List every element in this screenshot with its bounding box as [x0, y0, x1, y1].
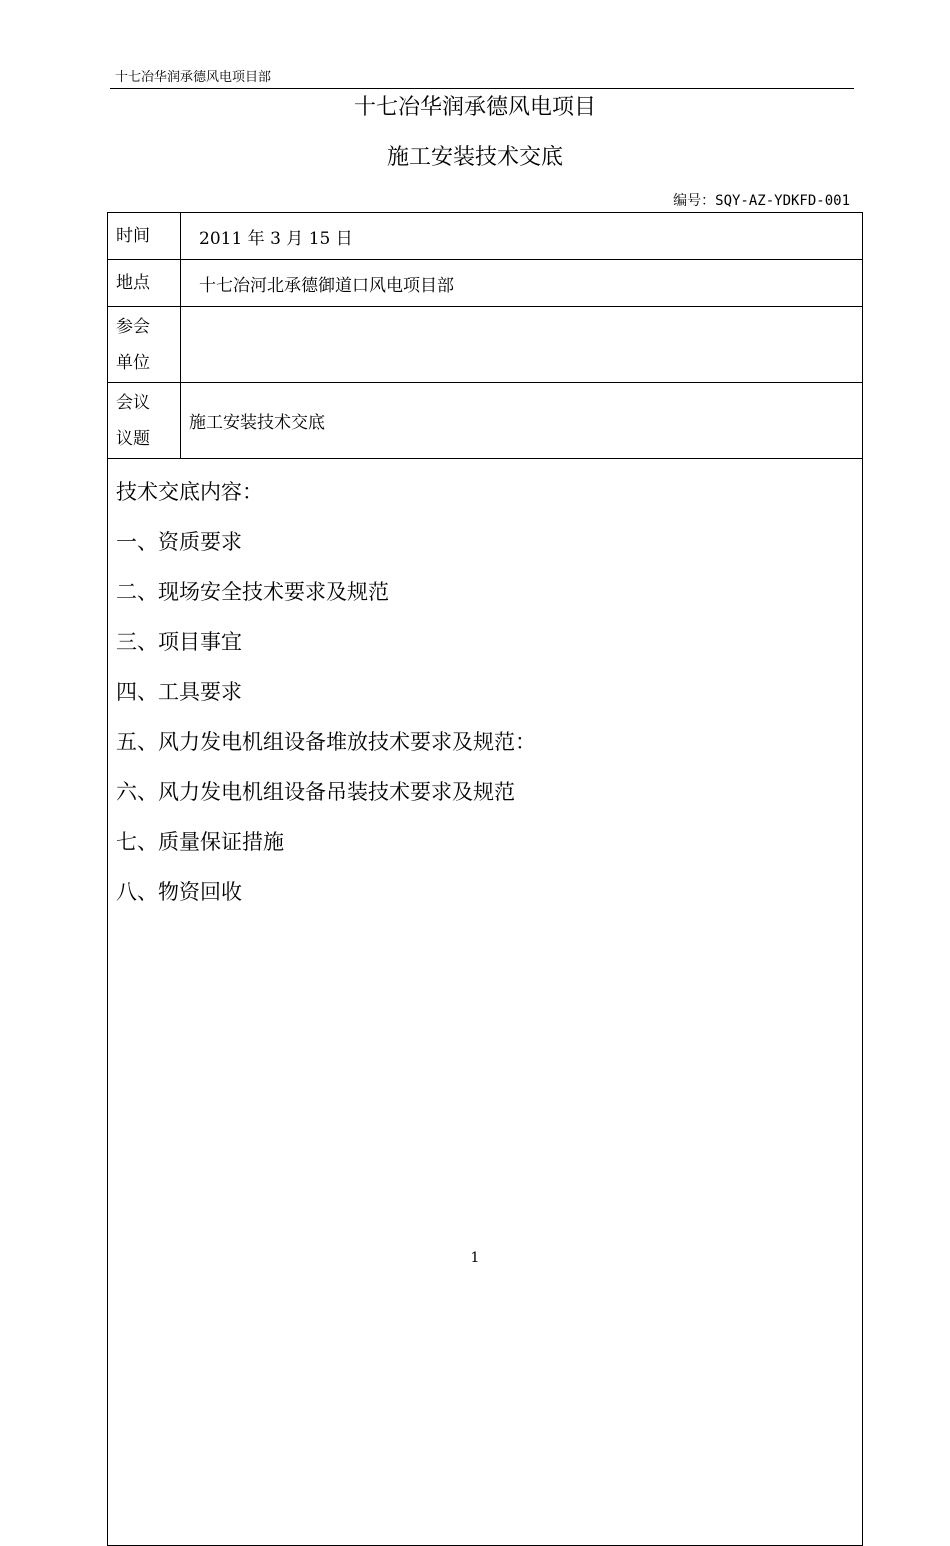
document-number-value: SQY-AZ-YDKFD-001: [715, 193, 850, 209]
list-item: 八、物资回收: [116, 880, 242, 904]
time-label: 时间: [116, 226, 150, 246]
location-label-cell: [108, 260, 181, 307]
content-heading: 技术交底内容：: [116, 480, 263, 504]
topic-label-cell: [108, 383, 181, 459]
header-rule: [110, 88, 854, 89]
content-cell: [108, 459, 863, 1546]
table-row-topic: [108, 383, 863, 459]
time-label-cell: [108, 213, 181, 260]
document-subtitle: 施工安装技术交底: [386, 145, 563, 170]
disclosure-table: [107, 212, 863, 1546]
list-item: 二、现场安全技术要求及规范: [116, 580, 389, 604]
list-item: 五、风力发电机组设备堆放技术要求及规范：: [116, 730, 536, 754]
topic-label-line2: 议题: [116, 428, 150, 449]
running-header: 十七冶华润承德风电项目部: [115, 70, 272, 85]
units-label-line2: 单位: [116, 352, 150, 373]
table-row-content: [108, 459, 863, 1546]
topic-label-line1: 会议: [116, 392, 150, 413]
table-row-location: [108, 260, 863, 307]
list-item: 一、资质要求: [116, 530, 242, 554]
table-row-time: [108, 213, 863, 260]
units-label-line1: 参会: [116, 316, 150, 337]
location-value: 十七冶河北承德御道口风电项目部: [181, 260, 863, 307]
units-value: [181, 307, 863, 383]
page-number: 1: [470, 1250, 480, 1266]
location-label: 地点: [116, 273, 150, 293]
list-item: 四、工具要求: [116, 680, 242, 704]
list-item: 三、项目事宜: [116, 630, 242, 654]
document-number: [673, 192, 850, 210]
time-value: 2011 年 3 月 15 日: [181, 213, 863, 260]
topic-value: 施工安装技术交底: [181, 383, 863, 459]
table-row-units: [108, 307, 863, 383]
units-label-cell: [108, 307, 181, 383]
list-item: 七、质量保证措施: [116, 830, 284, 854]
document-title: 十七冶华润承德风电项目: [353, 95, 596, 120]
document-number-label: 编号：: [673, 193, 716, 209]
list-item: 六、风力发电机组设备吊装技术要求及规范: [116, 780, 515, 804]
